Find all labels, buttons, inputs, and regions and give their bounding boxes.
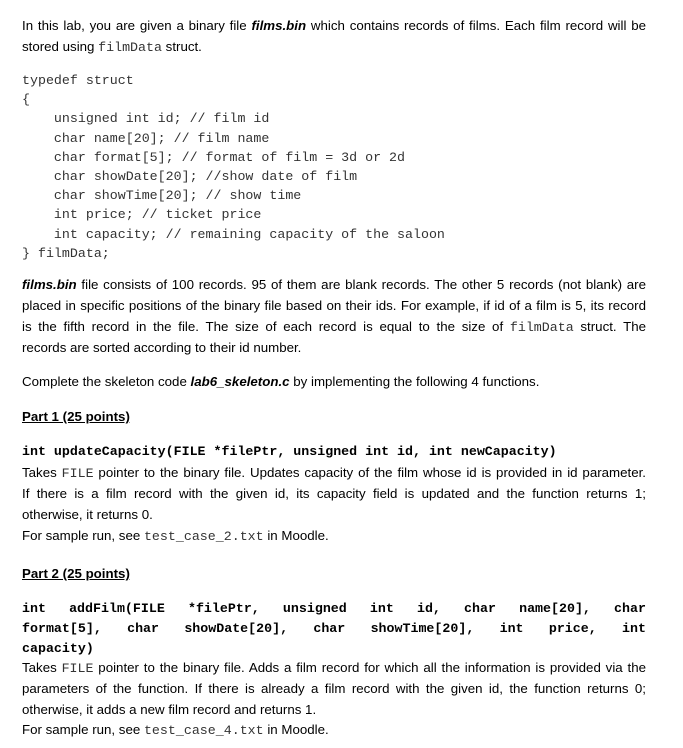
intro-text: which contains records of films. Each film record will be	[306, 18, 646, 33]
code-line: } filmData;	[22, 245, 110, 261]
signature-token: format[5],	[22, 621, 102, 636]
code-line: unsigned int id; // film id	[22, 111, 270, 127]
instruction-line	[22, 372, 539, 392]
part1-line-1	[22, 463, 646, 484]
part2-text: For sample run, see	[22, 722, 144, 737]
signature-token: char	[464, 601, 496, 616]
part1-text: pointer to the binary file. Updates capacity of the film whose id is provided in id parameter.	[93, 465, 646, 480]
code-line: typedef struct	[22, 73, 134, 88]
desc-text: struct. The	[573, 319, 646, 334]
inline-code: test_case_2.txt	[143, 529, 264, 544]
part1-text: Takes	[22, 465, 62, 480]
signature-token: showDate[20],	[184, 621, 289, 636]
part2-text: in Moodle.	[263, 722, 329, 737]
code-line: int capacity; // remaining capacity of the saloon	[22, 226, 445, 242]
signature-token: int	[22, 601, 46, 616]
inline-code: test_case_4.txt	[143, 723, 264, 738]
signature-token: char	[614, 601, 646, 616]
code-line: int price; // ticket price	[22, 207, 262, 223]
part2-line-3: otherwise, it adds a new film record and returns 1.	[22, 702, 317, 717]
code-line: {	[22, 92, 30, 108]
intro-line-2	[22, 37, 202, 58]
code-line: char name[20]; // film name	[22, 130, 270, 146]
signature-token: unsigned	[282, 601, 347, 616]
intro-line-1	[22, 16, 646, 36]
part1-heading: Part 1 (25 points)	[22, 409, 130, 424]
part2-text: pointer to the binary file. Adds a film record for which all the information is provided via the	[93, 660, 646, 675]
signature-token: char	[127, 621, 160, 636]
intro-text: stored using	[22, 39, 99, 54]
desc-text: placed in specific positions of the binary file based on their ids. For example, if id of a film is 5, its record	[22, 298, 646, 313]
part1-line-3: otherwise, it returns 0.	[22, 507, 153, 522]
part2-line-1	[22, 658, 646, 679]
struct-code-block	[22, 71, 445, 263]
part1-signature: int updateCapacity(FILE *filePtr, unsigned int id, int newCapacity)	[22, 444, 557, 459]
part2-heading: Part 2 (25 points)	[22, 566, 130, 581]
signature-token: id,	[416, 601, 441, 616]
code-line: char showTime[20]; // show time	[22, 188, 302, 204]
instruction-text: by implementing the following 4 functions.	[289, 374, 540, 389]
inline-code: filmData	[98, 40, 162, 55]
code-line: char format[5]; // format of film = 3d or 2d	[22, 149, 406, 165]
part2-signature-row-3: capacity)	[22, 641, 94, 656]
desc-line-1	[22, 275, 646, 295]
signature-token: addFilm(FILE	[69, 601, 165, 616]
inline-code: filmData	[509, 320, 574, 335]
signature-token: int	[369, 601, 394, 616]
part2-signature-row-2	[22, 619, 646, 639]
desc-text: file consists of 100 records. 95 of them are blank records. The other 5 records (not blank) are	[76, 277, 646, 292]
desc-line-3	[22, 317, 646, 338]
instruction-text: Complete the skeleton code	[22, 374, 191, 389]
part2-text: Takes	[22, 660, 62, 675]
desc-line-4: records are sorted according to their id number.	[22, 340, 302, 355]
signature-token: int	[622, 621, 646, 636]
desc-line-2	[22, 296, 646, 316]
part1-line-4	[22, 526, 329, 547]
inline-code: FILE	[61, 661, 94, 676]
desc-text: is the fifth record in the file. The size of each record is equal to the size of	[22, 319, 510, 334]
intro-text: In this lab, you are given a binary file	[22, 18, 252, 33]
signature-token: name[20],	[519, 601, 591, 616]
signature-token: showTime[20],	[370, 621, 475, 636]
part1-text: in Moodle.	[263, 528, 329, 543]
part1-text: For sample run, see	[22, 528, 144, 543]
signature-token: price,	[548, 621, 597, 636]
file-name: lab6_skeleton.c	[190, 374, 290, 389]
intro-text: struct.	[161, 39, 202, 54]
code-line: char showDate[20]; //show date of film	[22, 169, 358, 185]
signature-token: *filePtr,	[187, 601, 260, 616]
inline-code: FILE	[61, 466, 94, 481]
signature-token: char	[313, 621, 346, 636]
part1-line-2: If there is a film record with the given id, its capacity field is updated and the function returns 1;	[22, 486, 646, 501]
part2-signature-row-1	[22, 599, 646, 619]
file-name: films.bin	[251, 18, 307, 33]
signature-token: int	[499, 621, 524, 636]
part2-line-4	[22, 720, 329, 741]
part2-line-2: parameters of the function. If there is already a film record with the given id, the function returns 0;	[22, 681, 646, 696]
file-name: films.bin	[22, 277, 77, 292]
